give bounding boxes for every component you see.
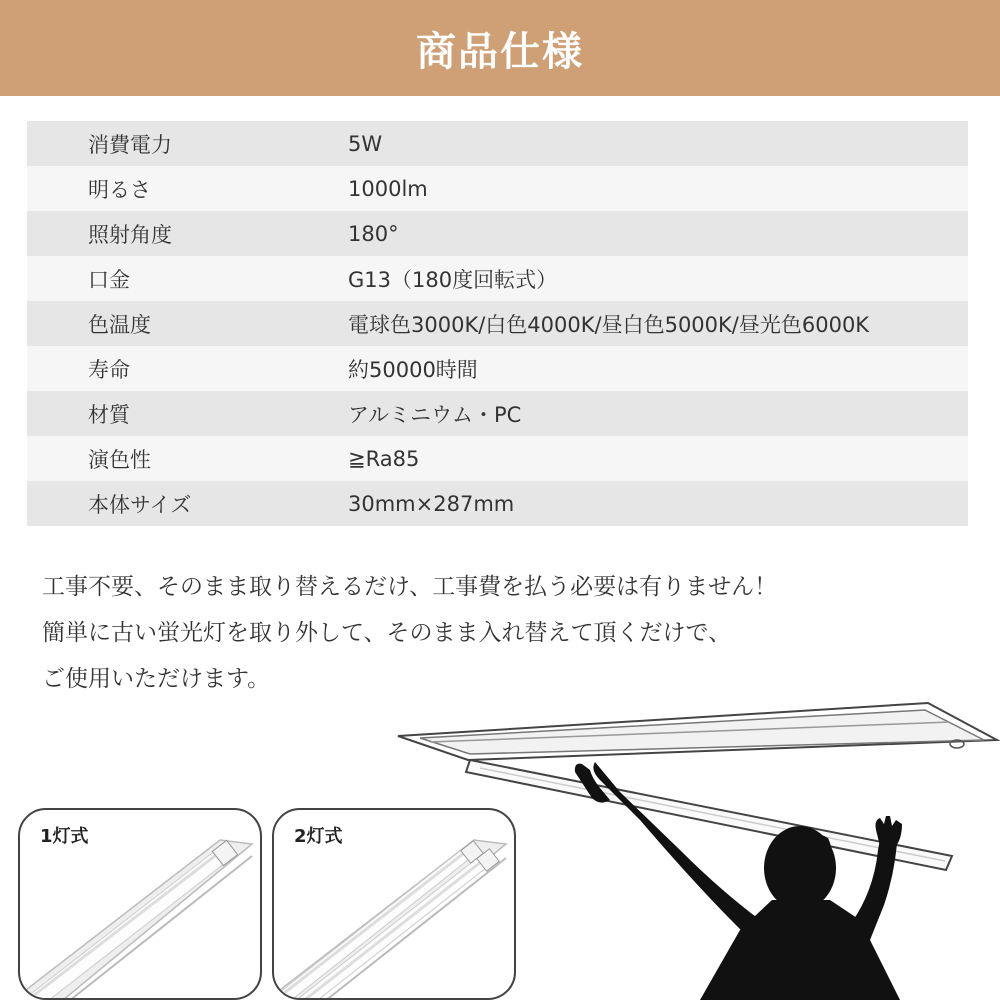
spec-row-lifespan [27, 346, 968, 391]
description [42, 564, 982, 702]
spec-label: 明るさ [88, 177, 151, 202]
description-line: 簡単に古い蛍光灯を取り外して、そのまま入れ替えて頂くだけで、 [42, 620, 732, 646]
spec-row-material [27, 391, 968, 436]
spec-label: 消費電力 [88, 132, 172, 157]
spec-row-size [27, 481, 968, 526]
page-title: 商品仕様 [416, 27, 584, 75]
spec-row-base [27, 256, 968, 301]
spec-label: 照射角度 [88, 222, 172, 247]
spec-row-color-temperature [27, 301, 968, 346]
spec-row-brightness [27, 166, 968, 211]
spec-label: 材質 [88, 402, 130, 427]
description-line: ご使用いただけます。 [42, 666, 271, 692]
spec-value: ≧Ra85 [348, 446, 420, 471]
header-banner [0, 0, 1000, 96]
type-label: 2灯式 [294, 826, 343, 847]
spec-table [27, 121, 968, 526]
spec-label: 口金 [88, 267, 130, 292]
spec-row-beam-angle [27, 211, 968, 256]
person-silhouette [575, 762, 902, 1000]
spec-value: G13（180度回転式） [348, 267, 558, 292]
spec-label: 寿命 [88, 357, 130, 382]
installation-scene [0, 700, 1000, 1000]
spec-label: 本体サイズ [88, 492, 192, 517]
type-card-double [272, 808, 516, 1000]
spec-value: 180° [348, 221, 399, 246]
spec-value: 電球色3000K/白色4000K/昼白色5000K/昼光色6000K [348, 312, 870, 337]
spec-value: アルミニウム・PC [348, 402, 522, 427]
spec-row-color-rendering [27, 436, 968, 481]
spec-label: 演色性 [88, 447, 151, 472]
spec-row-power [27, 121, 968, 166]
spec-value: 5W [348, 131, 383, 156]
description-line: 工事不要、そのまま取り替えるだけ、工事費を払う必要は有りません！ [42, 574, 778, 600]
spec-value: 30mm×287mm [348, 491, 515, 516]
spec-value: 約50000時間 [348, 357, 478, 382]
spec-value: 1000lm [348, 176, 428, 201]
type-label: 1灯式 [40, 826, 89, 847]
type-card-single [18, 808, 262, 1000]
spec-label: 色温度 [88, 312, 151, 337]
